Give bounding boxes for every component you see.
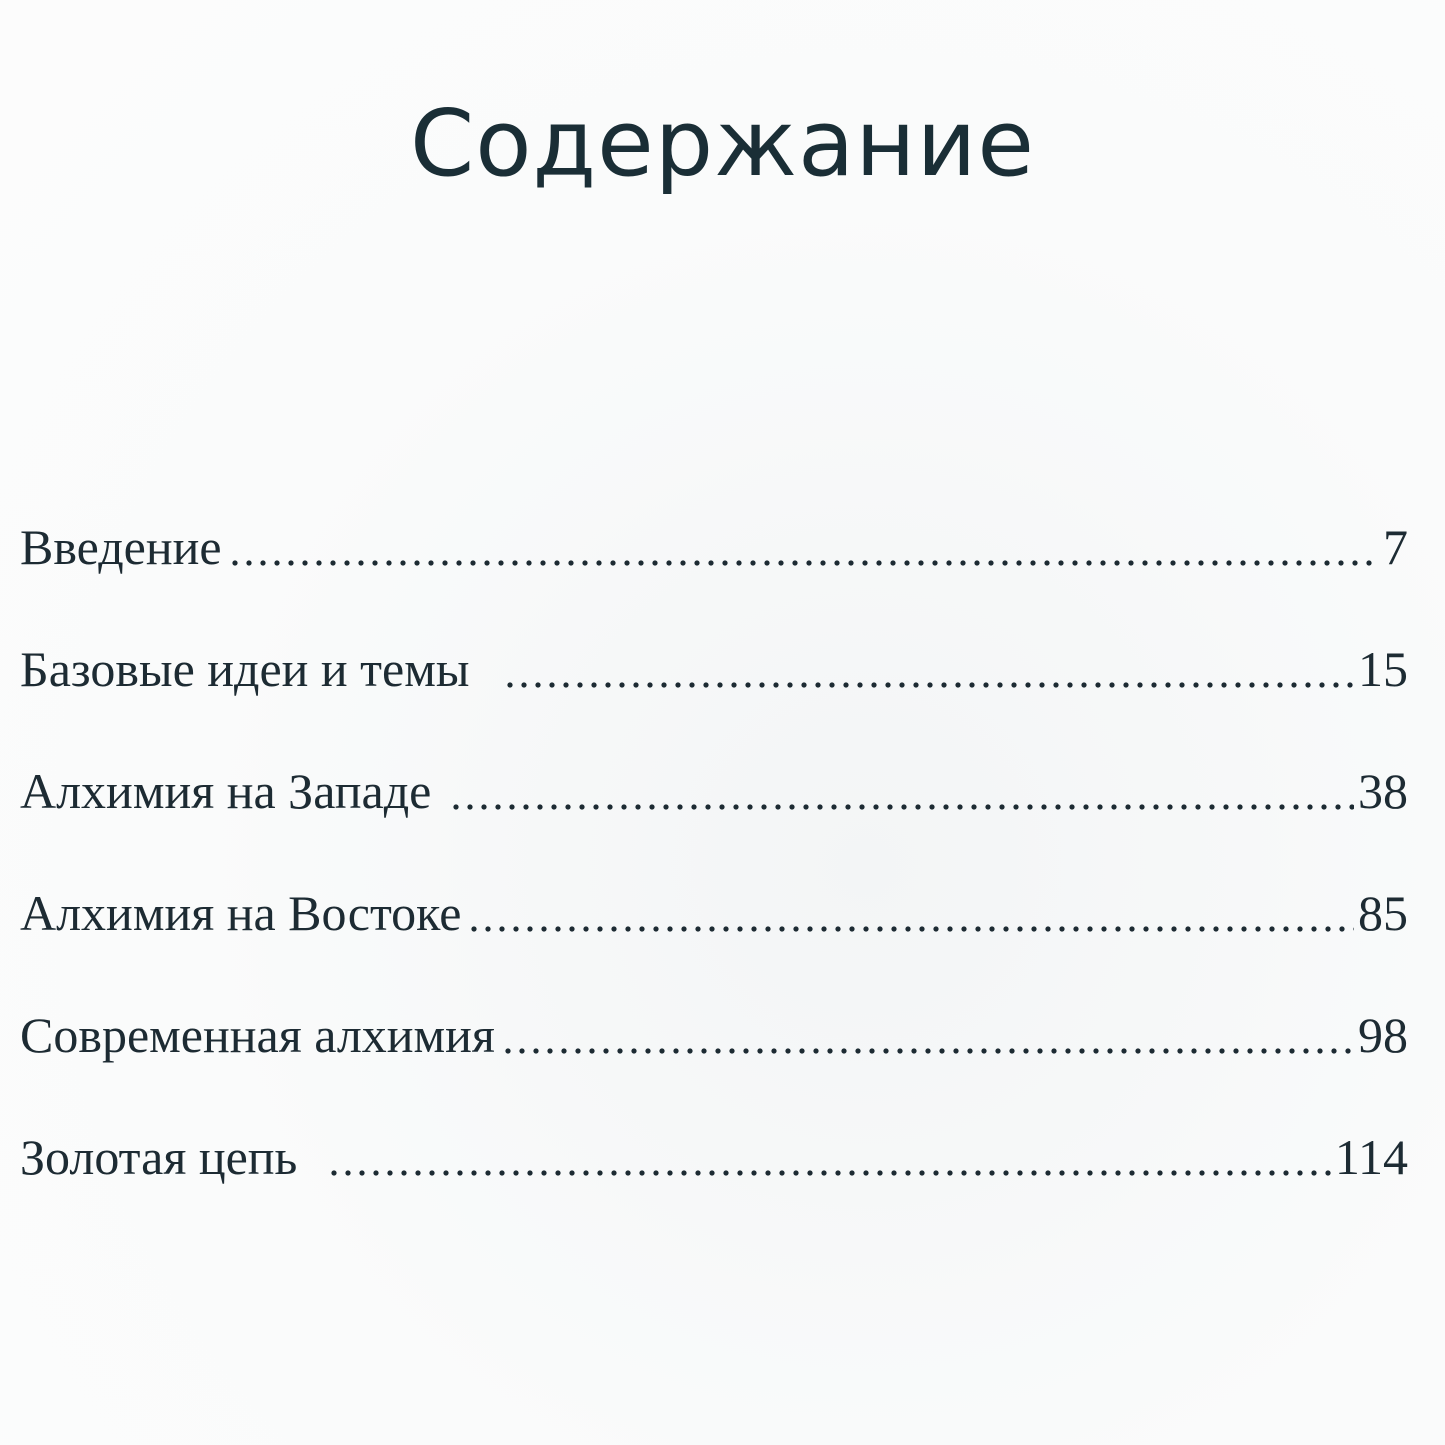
page-title: Содержание: [410, 90, 1035, 197]
toc-entry-title: Введение: [20, 519, 222, 575]
toc-entry-title: Современная алхимия: [20, 1007, 495, 1063]
toc-entry: [20, 762, 1408, 818]
toc-entry-title: Базовые идеи и темы: [20, 641, 470, 697]
toc-entry-title: Алхимия на Востоке: [20, 885, 462, 941]
dot-leader: [503, 682, 1354, 688]
dot-leader: [327, 1170, 1331, 1176]
toc-entry-title: Алхимия на Западе: [20, 763, 432, 819]
toc-entry-page-number: 114: [1334, 1129, 1408, 1185]
toc-entry: [20, 640, 1408, 696]
toc-entry-page-number: 38: [1358, 763, 1408, 819]
dot-leader: [467, 926, 1354, 932]
toc-entry-page-number: 85: [1358, 885, 1408, 941]
dot-leader: [501, 1048, 1354, 1054]
dot-leader: [449, 804, 1354, 810]
toc-entry-page-number: 15: [1358, 641, 1408, 697]
toc-entry: [20, 518, 1408, 574]
toc-entry: [20, 1128, 1408, 1184]
dot-leader: [228, 560, 1379, 566]
toc-entry-title: Золотая цепь: [20, 1129, 298, 1185]
toc-entry: [20, 1006, 1408, 1062]
toc-entry-page-number: 7: [1383, 519, 1408, 575]
toc-entry: [20, 884, 1408, 940]
table-of-contents: [20, 518, 1408, 1250]
toc-entry-page-number: 98: [1358, 1007, 1408, 1063]
